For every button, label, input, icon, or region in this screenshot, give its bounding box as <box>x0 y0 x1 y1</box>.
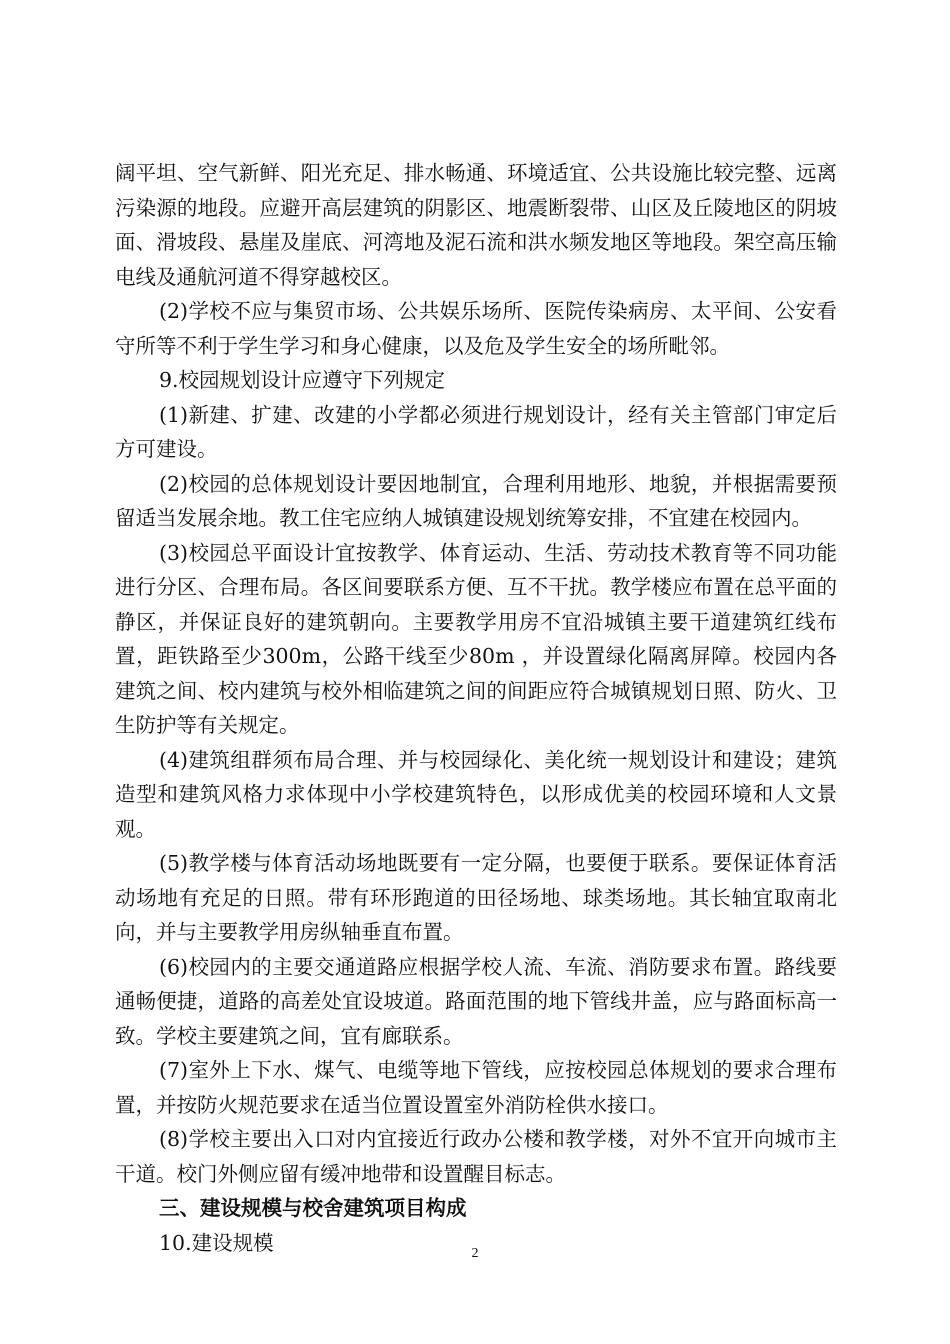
paragraph-item-2-adjacency: (2)学校不应与集贸市场、公共娱乐场所、医院传染病房、太平间、公安看守所等不利于学生学习和身心健康，以及危及学生安全的场所毗邻。 <box>115 299 837 358</box>
paragraph-item-8-entrance: (8)学校主要出入口对内宜接近行政办公楼和教学楼，对外不宜开向城市主干道。校门外侧应留有缓冲地带和设置醒目标志。 <box>115 1127 837 1186</box>
section-heading-10: 10.建设规模 <box>159 1230 274 1255</box>
section-heading-9: 9.校园规划设计应遵守下列规定 <box>159 368 446 392</box>
chapter-heading-3: 三、建设规模与校舍建筑项目构成 <box>159 1196 467 1220</box>
document-body <box>115 156 837 1260</box>
paragraph-item-6-traffic: (6)校园内的主要交通道路应根据学校人流、车流、消防要求布置。路线要通畅便捷，道路的高差处宜设坡道。路面范围的地下管线井盖，应与路面标高一致。学校主要建筑之间，宜有廊联系。 <box>115 954 837 1048</box>
paragraph-item-2-overall-planning: (2)校园的总体规划设计要因地制宜，合理利用地形、地貌，并根据需要预留适当发展余地。教工住宅应纳人城镇建设规划统筹安排，不宜建在校园内。 <box>115 471 837 530</box>
paragraph-item-7-pipelines: (7)室外上下水、煤气、电缆等地下管线，应按校园总体规划的要求合理布置，并按防火规范要求在适当位置设置室外消防栓供水接口。 <box>115 1058 837 1117</box>
paragraph-site-conditions: 阔平坦、空气新鲜、阳光充足、排水畅通、环境适宜、公共设施比较完整、远离污染源的地段。应避开高层建筑的阴影区、地震断裂带、山区及丘陵地区的阴坡面、滑坡段、悬崖及崖底、河湾地及泥石流和洪水频发地区等地段。架空高压输电线及通航河道不得穿越校区。 <box>115 161 837 289</box>
page-number: 2 <box>471 1246 479 1261</box>
paragraph-item-1-planning: (1)新建、扩建、改建的小学都必须进行规划设计，经有关主管部门审定后方可建设。 <box>115 402 837 461</box>
paragraph-item-4-building-groups: (4)建筑组群须布局合理、并与校园绿化、美化统一规划设计和建设；建筑造型和建筑风格力求体现中小学校建筑特色，以形成优美的校园环境和人文景观。 <box>115 747 837 841</box>
paragraph-item-5-sports-ground: (5)教学楼与体育活动场地既要有一定分隔，也要便于联系。要保证体育活动场地有充足的日照。带有环形跑道的田径场地、球类场地。其长轴宜取南北向，并与主要教学用房纵轴垂直布置。 <box>115 851 837 944</box>
paragraph-item-3-site-plan: (3)校园总平面设计宜按教学、体育运动、生活、劳动技术教育等不同功能进行分区、合理布局。各区间要联系方便、互不干扰。教学楼应布置在总平面的静区，并保证良好的建筑朝向。主要教学用房不宜沿城镇主要干道建筑红线布置，距铁路至少300m，公路干线至少80m ，并设置绿化隔离屏障。校园内各建筑之间、校内建筑与校外相临建筑之间的间距应符合城镇规划日照、防火、卫生防护等有关规定。 <box>115 540 837 737</box>
